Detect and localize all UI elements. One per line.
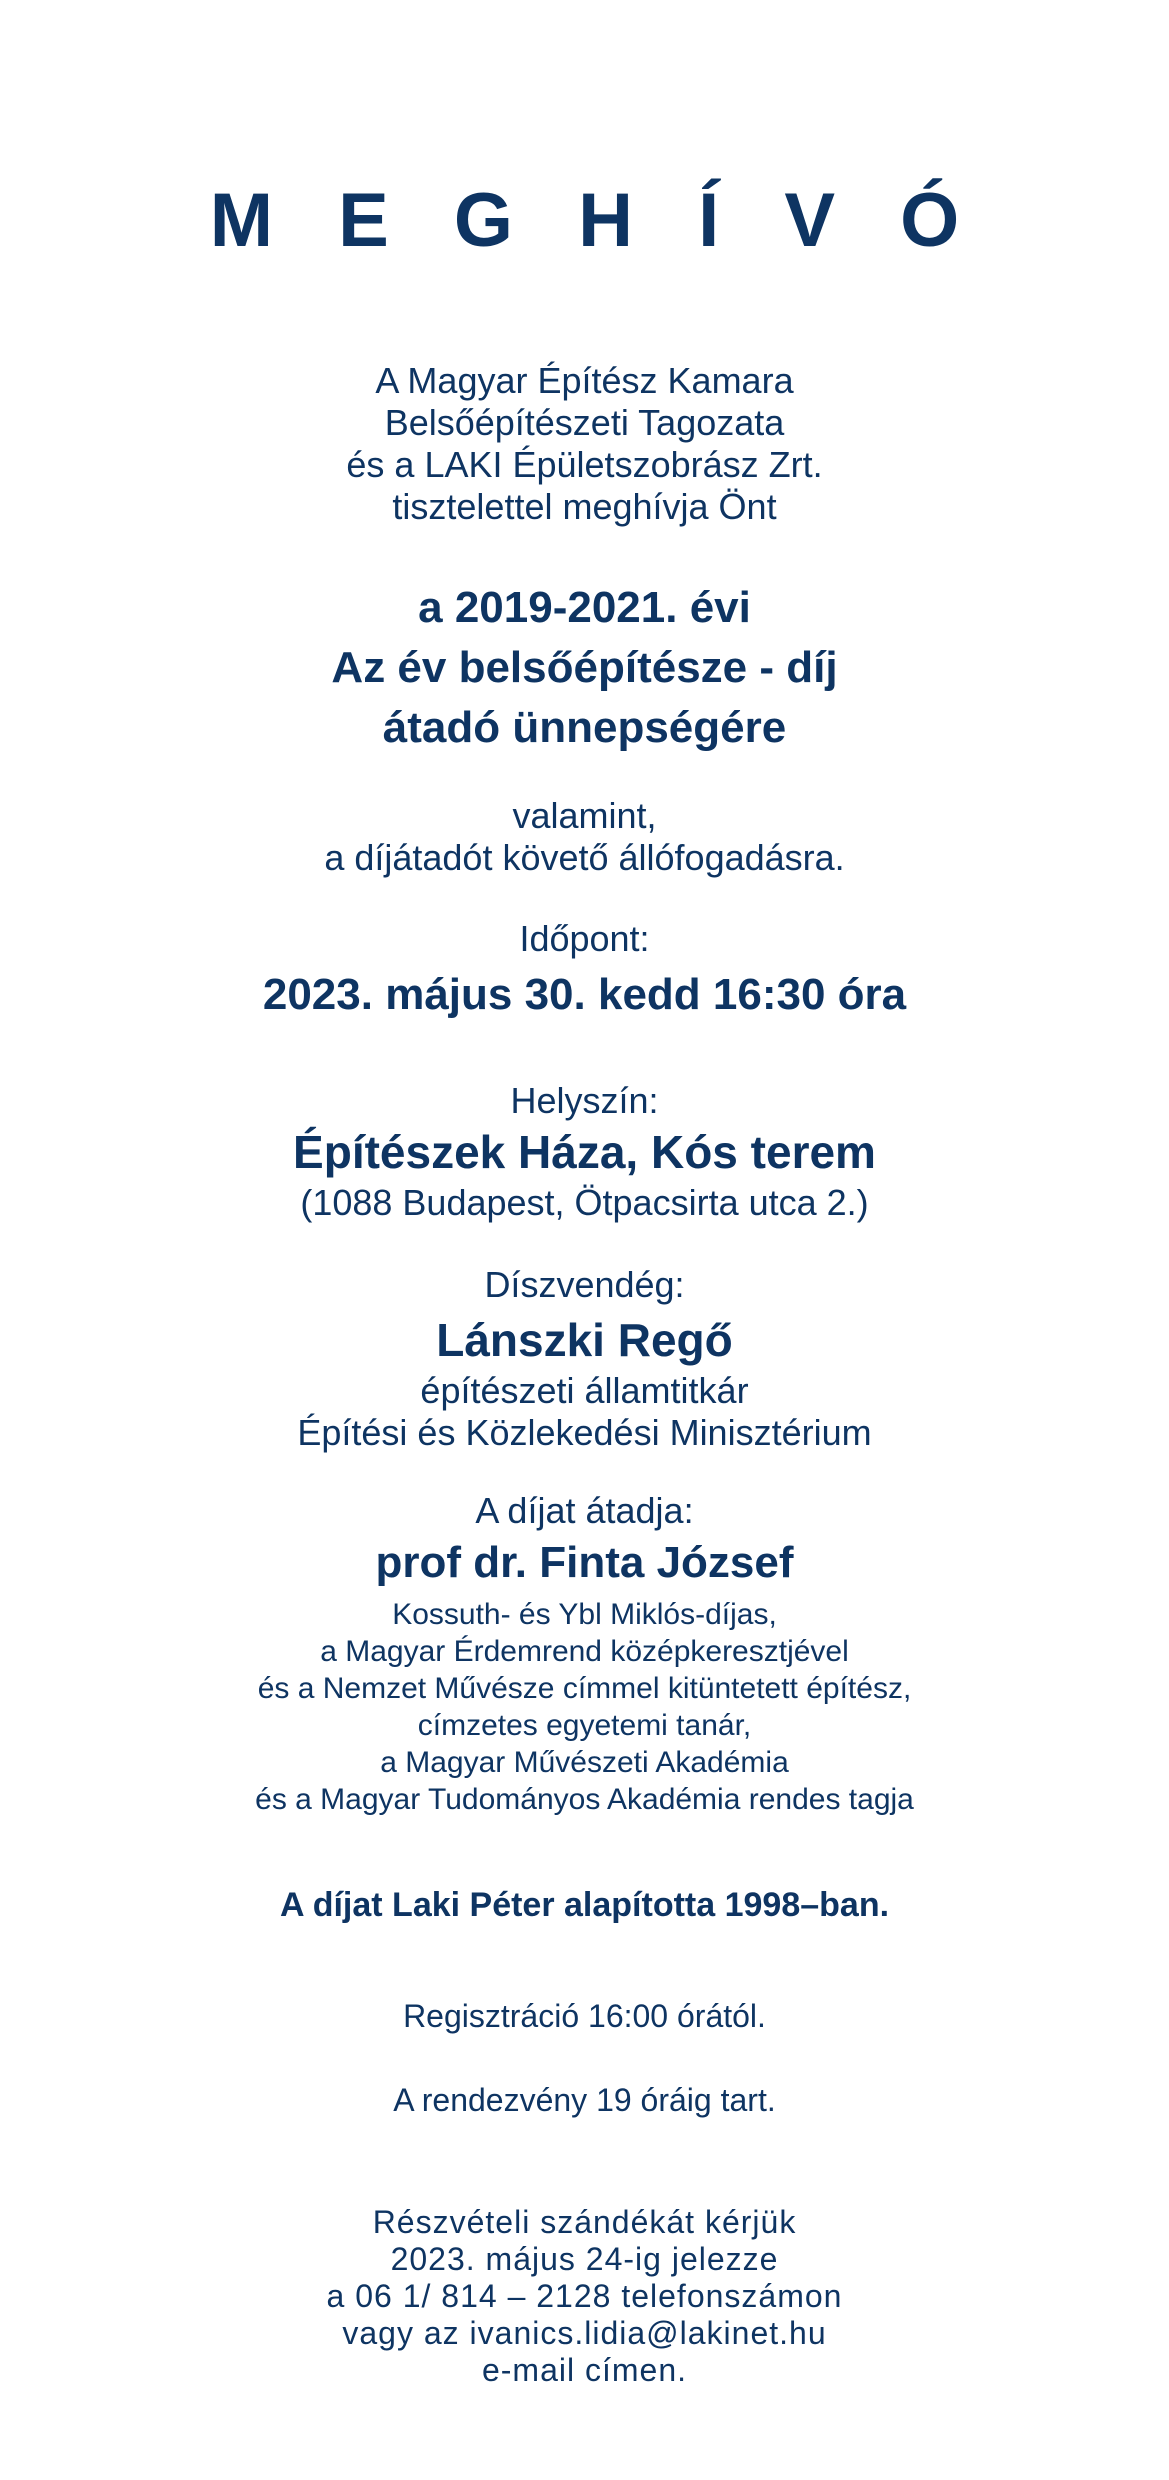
guest-details — [0, 1370, 1169, 1454]
intro-line: tisztelettel meghívja Önt — [392, 486, 777, 527]
time-value: 2023. május 30. kedd 16:30 óra — [262, 970, 907, 1019]
event-line: átadó ünnepségére — [382, 703, 787, 752]
guest-detail-line: Építési és Közlekedési Minisztérium — [297, 1412, 872, 1453]
rsvp-line: vagy az ivanics.lidia@lakinet.hu — [342, 2315, 827, 2351]
reception-block — [0, 795, 1169, 879]
founded-note: A díjat Laki Péter alapította 1998–ban. — [279, 1886, 890, 1924]
presenter-label: A díjat átadja: — [475, 1490, 694, 1531]
page-title: M E G H Í V Ó — [209, 178, 982, 263]
time-label: Időpont: — [519, 918, 650, 959]
venue-address: (1088 Budapest, Ötpacsirta utca 2.) — [300, 1182, 869, 1223]
rsvp-line: Részvételi szándékát kérjük — [372, 2204, 797, 2240]
intro-line: és a LAKI Épületszobrász Zrt. — [346, 444, 823, 485]
presenter-detail-line: és a Nemzet Művésze címmel kitüntetett építész, — [257, 1672, 912, 1705]
presenter-detail-line: a Magyar Érdemrend középkeresztjével — [320, 1635, 849, 1668]
presenter-details — [0, 1596, 1169, 1818]
rsvp-line: 2023. május 24-ig jelezze — [390, 2241, 779, 2277]
event-block — [0, 578, 1169, 758]
reception-line: a díjátadót követő állófogadásra. — [324, 837, 845, 878]
presenter-detail-line: és a Magyar Tudományos Akadémia rendes tagja — [255, 1783, 914, 1816]
event-line: a 2019-2021. évi — [418, 583, 751, 632]
guest-detail-line: építészeti államtitkár — [420, 1370, 749, 1411]
rsvp-block — [0, 2204, 1169, 2389]
duration-note: A rendezvény 19 óráig tart. — [393, 2082, 776, 2118]
rsvp-line: a 06 1/ 814 – 2128 telefonszámon — [326, 2278, 843, 2314]
intro-block — [0, 360, 1169, 528]
guest-name: Lánszki Regő — [436, 1314, 733, 1366]
intro-line: Belsőépítészeti Tagozata — [384, 402, 785, 443]
presenter-detail-line: címzetes egyetemi tanár, — [417, 1709, 752, 1742]
rsvp-line: e-mail címen. — [481, 2352, 688, 2388]
venue-label: Helyszín: — [510, 1080, 659, 1121]
presenter-detail-line: a Magyar Művészeti Akadémia — [380, 1746, 789, 1779]
registration-note: Regisztráció 16:00 órától. — [403, 1998, 766, 2034]
presenter-name: prof dr. Finta József — [375, 1538, 794, 1587]
venue-name: Építészek Háza, Kós terem — [293, 1126, 876, 1178]
presenter-detail-line: Kossuth- és Ybl Miklós-díjas, — [392, 1598, 777, 1631]
guest-label: Díszvendég: — [484, 1264, 685, 1305]
event-line: Az év belsőépítésze - díj — [331, 643, 838, 692]
reception-line: valamint, — [512, 795, 657, 836]
intro-line: A Magyar Építész Kamara — [375, 360, 794, 401]
